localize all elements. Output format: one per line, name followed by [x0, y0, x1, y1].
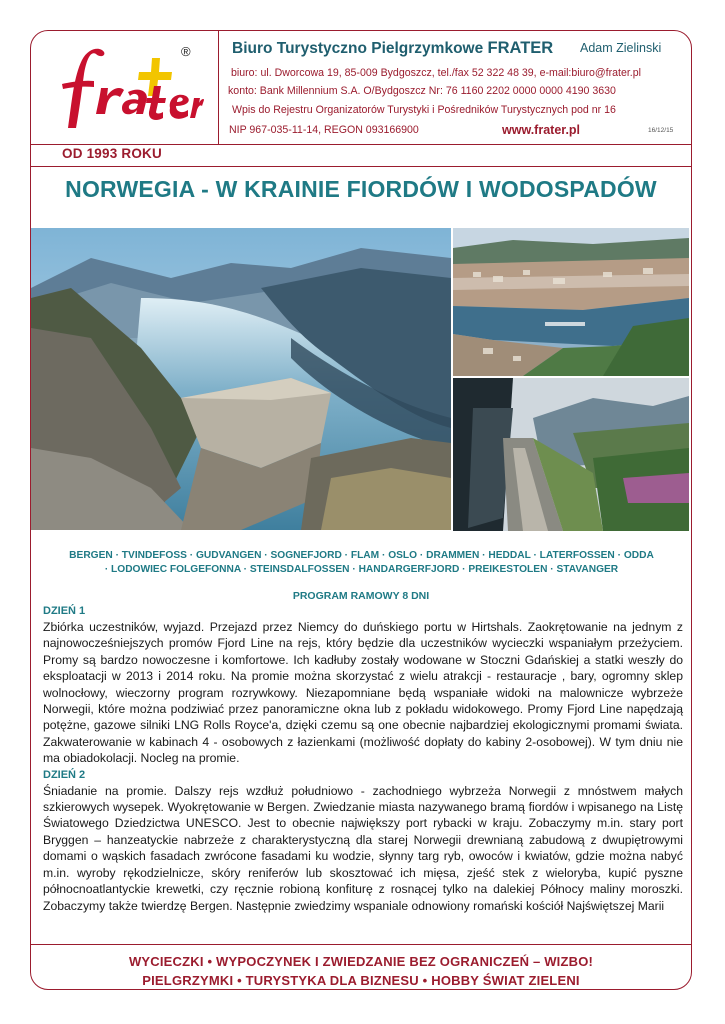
company-prefix: Biuro Turystyczno Pielgrzymkowe [232, 40, 484, 57]
page-title: NORWEGIA - W KRAINIE FIORDÓW I WODOSPADÓW [65, 176, 657, 202]
photo-flam-railway [453, 378, 689, 531]
register-line: Wpis do Rejestru Organizatorów Turystyki i Pośredników Turystycznych pod nr 16 [232, 104, 616, 116]
since-label: OD 1993 ROKU [62, 146, 162, 161]
day2-text: Śniadanie na promie. Dalszy rejs wzdłuż południowo - zachodniego wybrzeża Norwegii z mnóstwem małych szkierowych wysepek. Wyokrętowanie w Bergen. Zwiedzanie miasta nazywanego bramą fiordów i wpisanego na Listę Światowego Dziedzictwa UNESCO. Jest to obecnie największy port rybacki w kraju. Zobaczymy m.in. stary port Bryggen – hanzeatyckie nabrzeże z charakterystyczną dla starej Norwegii drewnianą zabudową z dwupiętrowymi domami o wąskich fasadach zwrócone fasadami ku wodzie, słynny targ ryb, owoców i kwiatów, gdzie można nabyć m.in. wyroby rękodzielnicze, skóry reniferów lub skosztować ich mięsa, zjeść stek z wieloryba, kupić pyszne północnoatlantyckie krewetki, czy ręcznie robioną konfiturę z rosnącej tylko na dalekiej Północy maliny moroszki. Zobaczymy także twierdzę Bergen. Następnie zwiedzimy wspaniale odnowiony romański kościół Najświętszej Marii [43, 783, 683, 913]
photo-bergen [453, 228, 689, 376]
company-brand: FRATER [487, 39, 554, 57]
title-divider [30, 166, 692, 167]
owner-name: Adam Zielinski [580, 41, 662, 55]
day1-label: DZIEŃ 1 [43, 605, 86, 617]
footer-line-2: PIELGRZYMKI • TURYSTYKA DLA BIZNESU • HOBBY ŚWIAT ZIELENI [142, 973, 580, 988]
address-line: biuro: ul. Dworcowa 19, 85-009 Bydgoszcz, tel./fax 52 322 48 39, e-mail:biuro@frater.pl [231, 67, 642, 79]
places-line-1: BERGEN · TVINDEFOSS · GUDVANGEN · SOGNEFJORD · FLAM · OSLO · DRAMMEN · HEDDAL · LATERFOSSEN · ODDA [69, 550, 654, 561]
nip-line: NIP 967-035-11-14, REGON 093166900 [229, 124, 419, 136]
website-link[interactable]: www.frater.pl [502, 123, 581, 137]
registered-mark: ® [181, 44, 191, 59]
bank-line: konto: Bank Millennium S.A. O/Bydgoszcz Nr: 76 1160 2202 0000 0000 4190 3630 [228, 85, 616, 97]
program-content [43, 603, 683, 914]
places-line-2: · LODOWIEC FOLGEFONNA · STEINSDALFOSSEN · HANDARGERFJORD · PREIKESTOLEN · STAVANGER [104, 564, 619, 575]
header-divider [30, 144, 692, 145]
footer-divider [30, 944, 692, 945]
company-name [232, 39, 553, 58]
day2-label: DZIEŃ 2 [43, 768, 86, 781]
program-heading: PROGRAM RAMOWY 8 DNI [292, 590, 430, 602]
day1-text: Zbiórka uczestników, wyjazd. Przejazd przez Niemcy do duńskiego portu w Hirtshals. Zaokrętowanie na jednym z najnowocześniejszych promów Fjord Line na rejs, który będzie dla uczestników wycieczki wspaniałym przeżyciem. Promy są bardzo nowoczesne i komfortowe. Ich kadłuby zostały wodowane w Stoczni Gdańskiej a statki weszły do eksploatacji w 2013 i 2014 roku. Na promie można skorzystać z wielu atrakcji - restauracje , bary, ogromny sklep wolnocłowy, wieczorny program rozrywkowy. Niezapomniane będą wspaniałe widoki na malownicze wybrzeże Norwegii, które można podziwiać przez panoramiczne okna lub z pokładu widokowego. Promy Fjord Line napędzają potężne, gazowe silniki LNG Rolls Royce'a, dzięki czemu są one obecnie najbardziej ekologicznymi promami świata. Zakwaterowanie w kabinach 4 - osobowych z łazienkami (możliwość dopłaty do kabiny 2-osobowej). W tym dniu nie ma obiadokolacji. Nocleg na promie. [43, 620, 683, 766]
header-divider-vertical [218, 30, 219, 145]
document-date: 16/12/15 [648, 127, 674, 134]
photo-preikestolen [31, 228, 451, 530]
footer-line-1: WYCIECZKI • WYPOCZYNEK I ZWIEDZANIE BEZ OGRANICZEŃ – WIZBO! [128, 954, 594, 969]
